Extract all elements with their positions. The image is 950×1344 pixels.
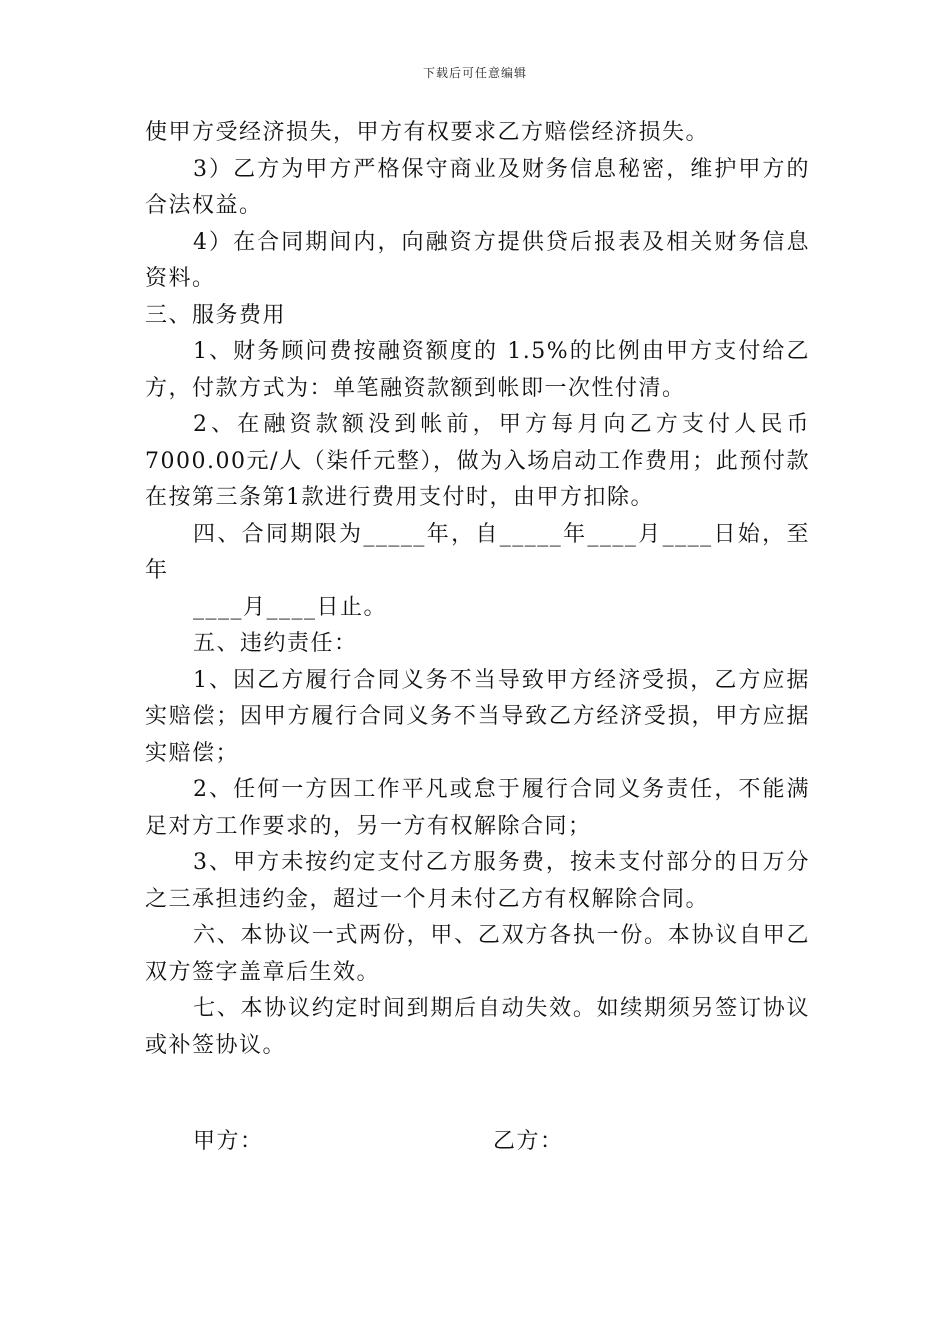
paragraph-advisory-fee: 1、财务顾问费按融资额度的 1.5%的比例由甲方支付给乙方，付款方式为：单笔融资款额到帐即一次性付清。	[145, 339, 810, 401]
party-b-signature-label: 乙方：	[493, 1129, 564, 1154]
paragraph-contract-term-end: ____月____日止。	[193, 594, 388, 620]
party-a-signature-label: 甲方：	[193, 1129, 264, 1154]
paragraph-contract-term: 四、合同期限为_____年，自_____年____月____日始，至年	[145, 521, 810, 583]
paragraph-expiry: 七、本协议约定时间到期后自动失效。如续期须另签订协议或补签协议。	[145, 996, 810, 1058]
paragraph-liability-2: 2、任何一方因工作平凡或怠于履行合同义务责任，不能满足对方工作要求的，另一方有权解除合同；	[145, 777, 810, 839]
paragraph-liability-3: 3、甲方未按约定支付乙方服务费，按未支付部分的日万分之三承担违约金，超过一个月未付乙方有权解除合同。	[145, 850, 810, 912]
paragraph-loss-clause: 使甲方受经济损失，甲方有权要求乙方赔偿经济损失。	[145, 120, 710, 145]
paragraph-confidentiality: 3）乙方为甲方严格保守商业及财务信息秘密，维护甲方的合法权益。	[145, 156, 810, 218]
section-heading-liability: 五、违约责任：	[193, 631, 358, 656]
page-header: 下载后可任意编辑	[422, 66, 527, 80]
section-heading-service-fee: 三、服务费用	[145, 302, 287, 328]
paragraph-copies: 六、本协议一式两份，甲、乙双方各执一份。本协议自甲乙双方签字盖章后生效。	[145, 923, 810, 985]
contract-body	[145, 115, 810, 1064]
paragraph-reports: 4）在合同期间内，向融资方提供贷后报表及相关财务信息资料。	[145, 229, 810, 291]
paragraph-liability-1: 1、因乙方履行合同义务不当导致甲方经济受损，乙方应据实赔偿；因甲方履行合同义务不当导致乙方经济受损，甲方应据实赔偿；	[145, 667, 810, 766]
paragraph-monthly-payment: 2、在融资款额没到帐前，甲方每月向乙方支付人民币7000.00元/人（柒仟元整），做为入场启动工作费用；此预付款在按第三条第1款进行费用支付时，由甲方扣除。	[145, 412, 810, 510]
